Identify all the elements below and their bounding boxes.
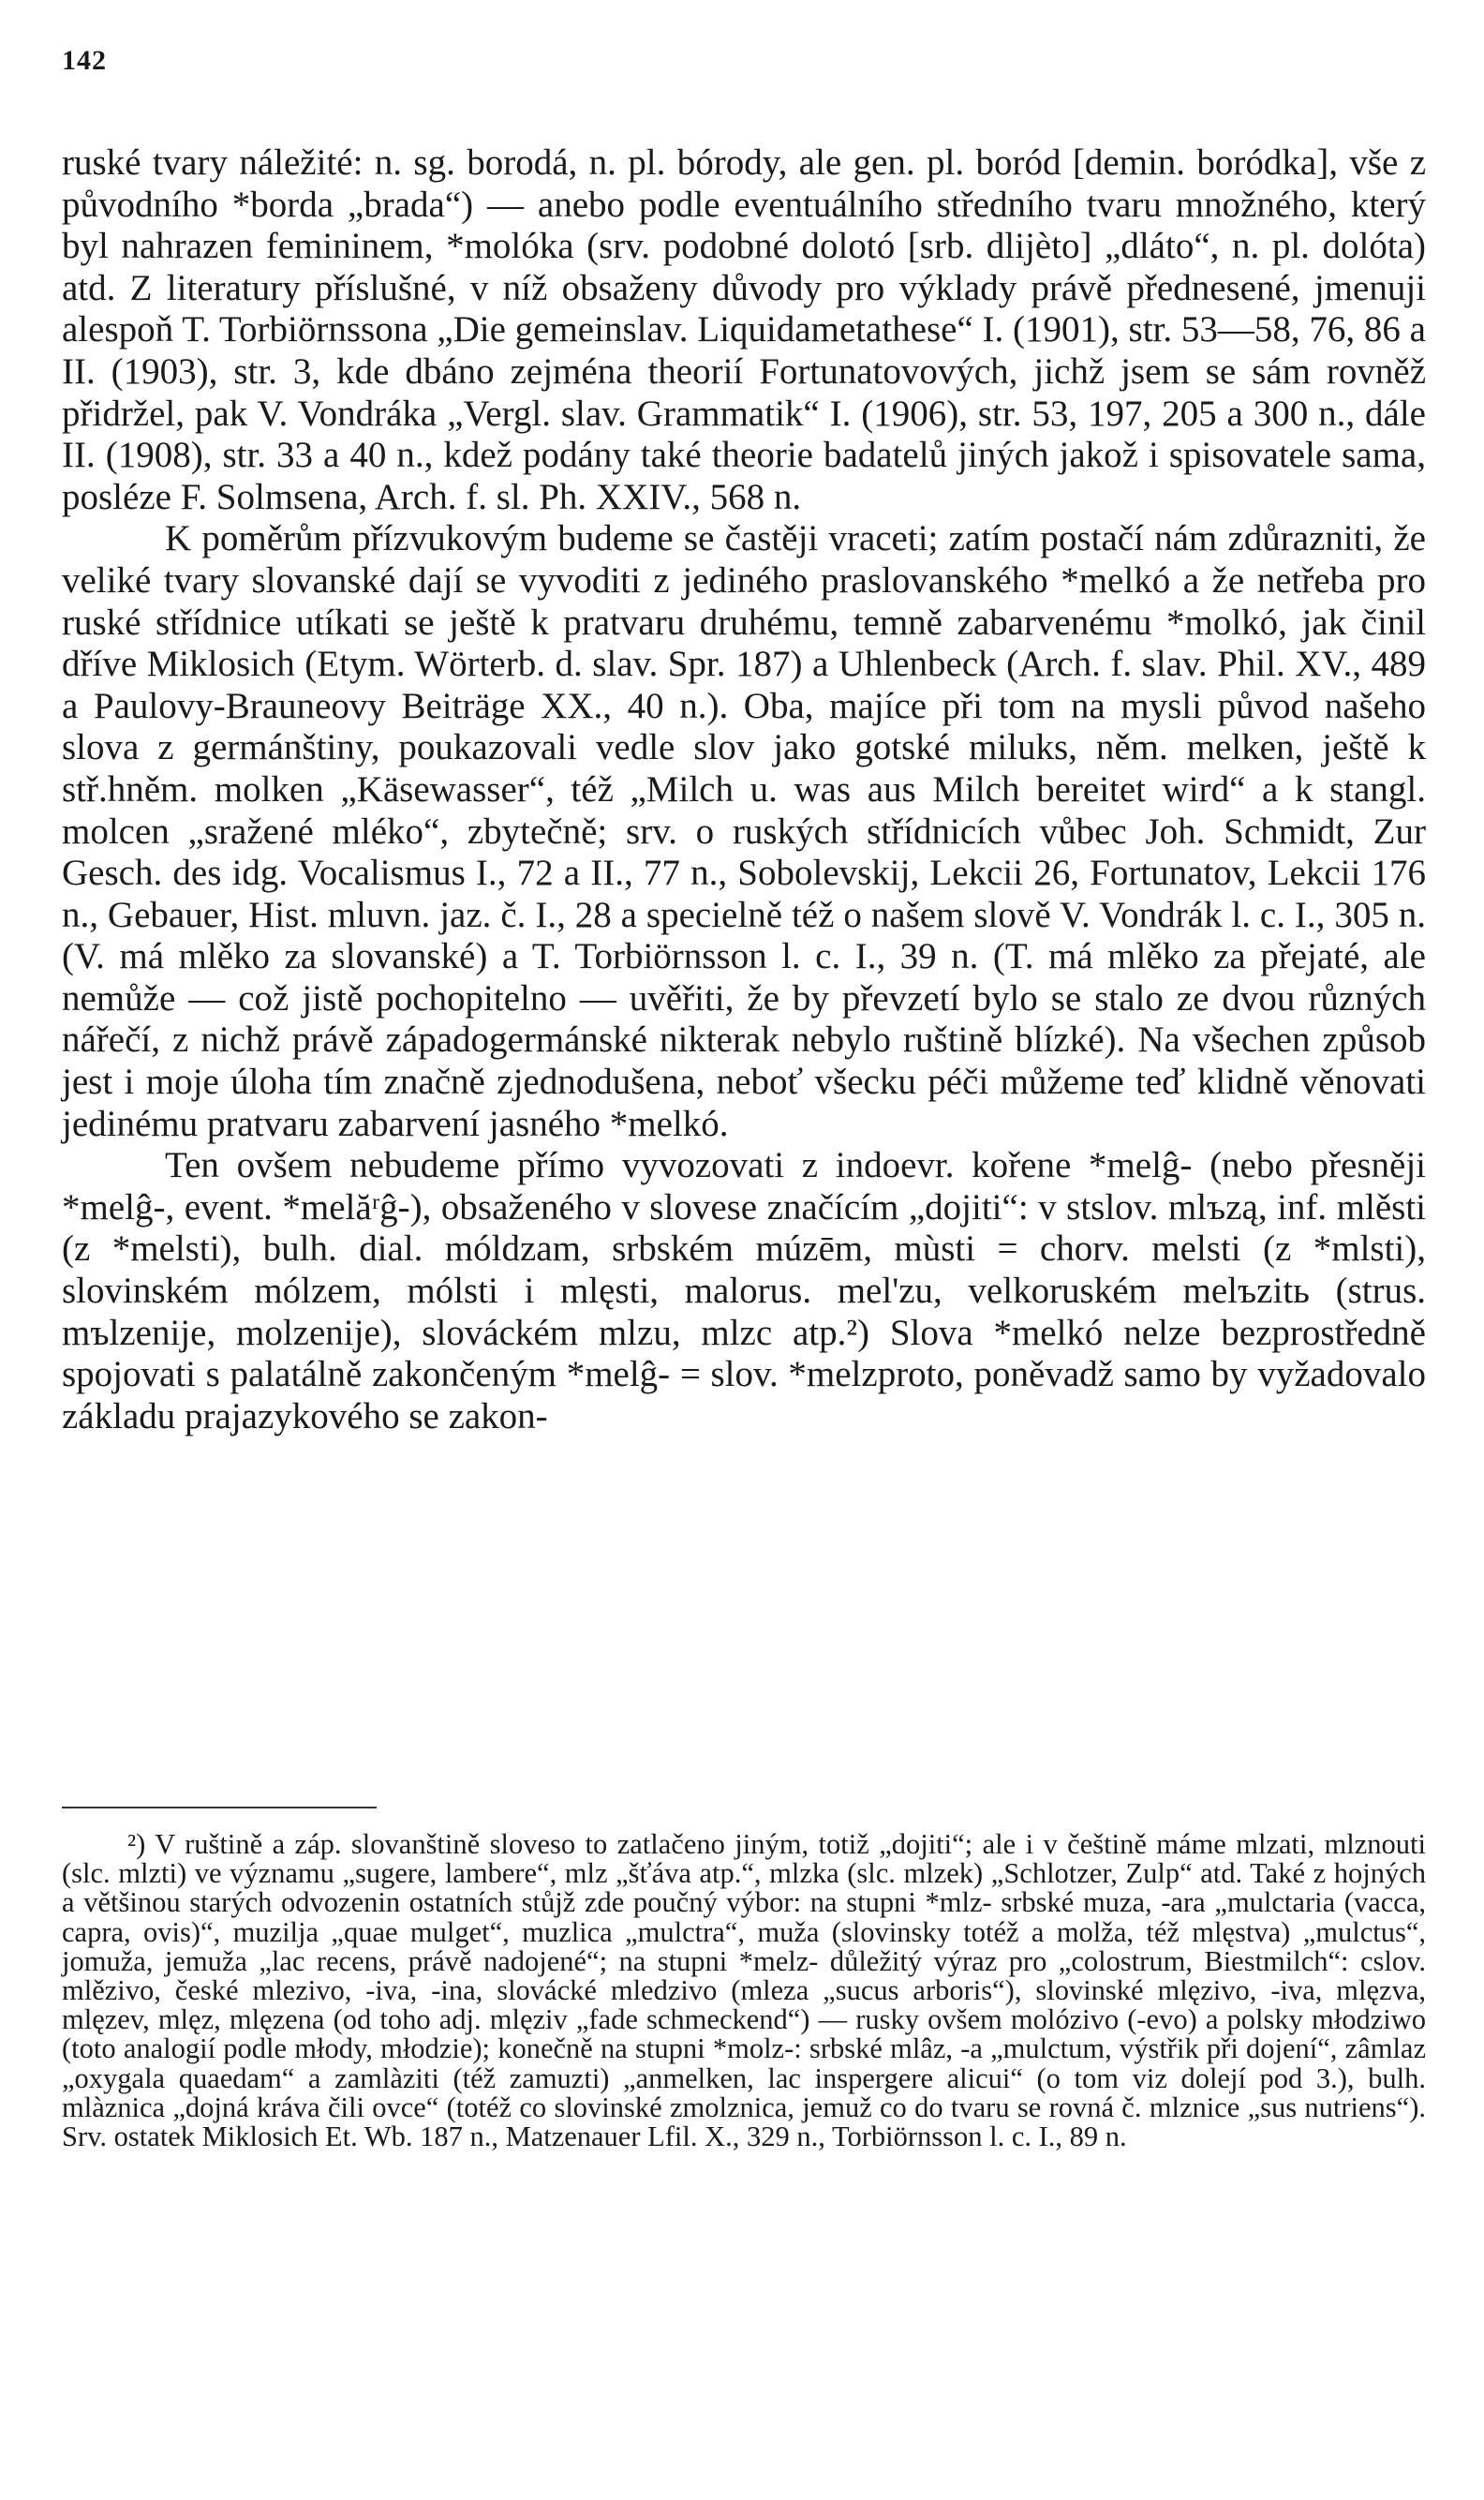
paragraph-2: K poměrům přízvukovým budeme se častěji vraceti; zatím postačí nám zdůrazniti, že veliké tvary slovanské dají se vyvoditi z jediného praslovanského *melkó a že netřeba pro ruské střídnice utíkati se ještě k pratvaru druhému, temně zabarvenému *molkó, jak činil dříve Miklosich (Etym. Wörterb. d. slav. Spr. 187) a Uhlenbeck (Arch. f. slav. Phil. XV., 489 a Paulovy-Brauneovy Beiträge XX., 40 n.). Oba, majíce při tom na mysli původ našeho slova z germánštiny, poukazovali vedle slov jako gotské miluks, něm. melken, ještě k stř.hněm. molken „Käsewasser“, též „Milch u. was aus Milch bereitet wird“ a k stangl. molcen „sražené mléko“, zbytečně; srv. o ruských střídnicích vůbec Joh. Schmidt, Zur Gesch. des idg. Vocalismus I., 72 a II., 77 n., Sobolevskij, Lekcii 26, Fortunatov, Lekcii 176 n., Gebauer, Hist. mluvn. jaz. č. I., 28 a specielně též o našem slově V. Vondrák l. c. I., 305 n. (V. má mlěko za slovanské) a T. Torbiörnsson l. c. I., 39 n. (T. má mlěko za přejaté, ale nemůže — což jistě pochopitelno — uvěřiti, že by převzetí bylo se stalo ze dvou různých nářečí, z nichž právě západogermánské nikterak nebylo ruštině blízké). Na všechen způsob jest i moje úloha tím značně zjednodušena, neboť všecku péči můžeme teď klidně věnovati jedinému pratvaru zabarvení jasného *melkó. — [62, 518, 1426, 1144]
footnote-2: ²) V ruštině a záp. slovanštině sloveso to zatlačeno jiným, totiž „dojiti“; ale i v češtině máme mlzati, mlznouti (slc. mlzti) ve významu „sugere, lambere“, mlz „šťáva atp.“, mlzka (slc. mlzek) „Schlotzer, Zulp“ atd. Také z hojných a většinou starých odvozenin ostatních stůjž zde poučný výbor: na stupni *mlz- srbské muza, -ara „mulctaria (vacca, capra, ovis)“, muzilja „quae mulget“, muzlica „mulctra“, muža (slovinsky totéž a molža, též mlęstva) „mulctus“, jomuža, jemuža „lac recens, právě nadojené“; na stupni *melz- důležitý výraz pro „colostrum, Biestmilch“: cslov. mlězivo, české mlezivo, -iva, -ina, slovácké mledzivo (mleza „sucus arboris“), slovinské mlęzivo, -iva, mlęzva, mlęzev, mlęz, mlęzena (od toho adj. mlęziv „fade schmeckend“) — rusky ovšem molózivo (-evo) a polsky młodziwo (toto analogií podle młody, młodzie); konečně na stupni *molz-: srbské mlâz, -a „mulctum, výstřik při dojení“, zâmlaz „oxygala quaedam“ a zamlàziti (též zamuzti) „anmelken, lac inspergere alicui“ (o tom viz dolejí pod 3.), bulh. mlàznica „dojná kráva čili ovce“ (totéž co slovinské zmolznica, jemuž co do tvaru se rovná č. mlznice „sus nutriens“). Srv. ostatek Miklosich Et. Wb. 187 n., Matzenauer Lfil. X., 329 n., Torbiörnsson l. c. I., 89 n. — [62, 1828, 1426, 2153]
page-number: 142 — [62, 45, 107, 76]
paragraph-1: ruské tvary náležité: n. sg. borodá, n. pl. bórody, ale gen. pl. boród [demin. boródka], vše z původního *borda „brada“) — anebo podle eventuálního středního tvaru množného, který byl nahrazen femininem, *molóka (srv. podobné dolotó [srb. dlijèto] „dláto“, n. pl. dolóta) atd. Z literatury příslušné, v níž obsaženy důvody pro výklady právě přednesené, jmenuji alespoň T. Torbiörnssona „Die gemeinslav. Liquidametathese“ I. (1901), str. 53—58, 76, 86 a II. (1903), str. 3, kde dbáno zejména theorií Fortunatovových, jichž jsem se sám rovněž přidržel, pak V. Vondráka „Vergl. slav. Grammatik“ I. (1906), str. 53, 197, 205 a 300 n., dále II. (1908), str. 33 a 40 n., kdež podány také theorie badatelů jiných jakož i spisovatele sama, posléze F. Solmsena, Arch. f. sl. Ph. XXIV., 568 n. — [62, 142, 1426, 517]
body-text — [62, 142, 1426, 1437]
footnotes — [62, 1830, 1426, 2151]
footnote-divider — [62, 1807, 377, 1808]
paragraph-3: Ten ovšem nebudeme přímo vyvozovati z indoevr. kořene *melĝ- (nebo přesněji *melĝ-, event. *melăʳĝ-), obsaženého v slovese značícím „dojiti“: v stslov. mlъzą, inf. mlěsti (z *melsti), bulh. dial. móldzam, srbském múzēm, mùsti = chorv. melsti (z *mlsti), slovinském mólzem, mólsti i mlęsti, malorus. mel'zu, velkoruském melъzitь (strus. mъlzenije, molzenije), slováckém mlzu, mlzc atp.²) Slova *melkó nelze bezprostředně spojovati s palatálně zakončeným *melĝ- = slov. *melzproto, poněvadž samo by vyžadovalo základu prajazykového se zakon- — [62, 1145, 1426, 1436]
